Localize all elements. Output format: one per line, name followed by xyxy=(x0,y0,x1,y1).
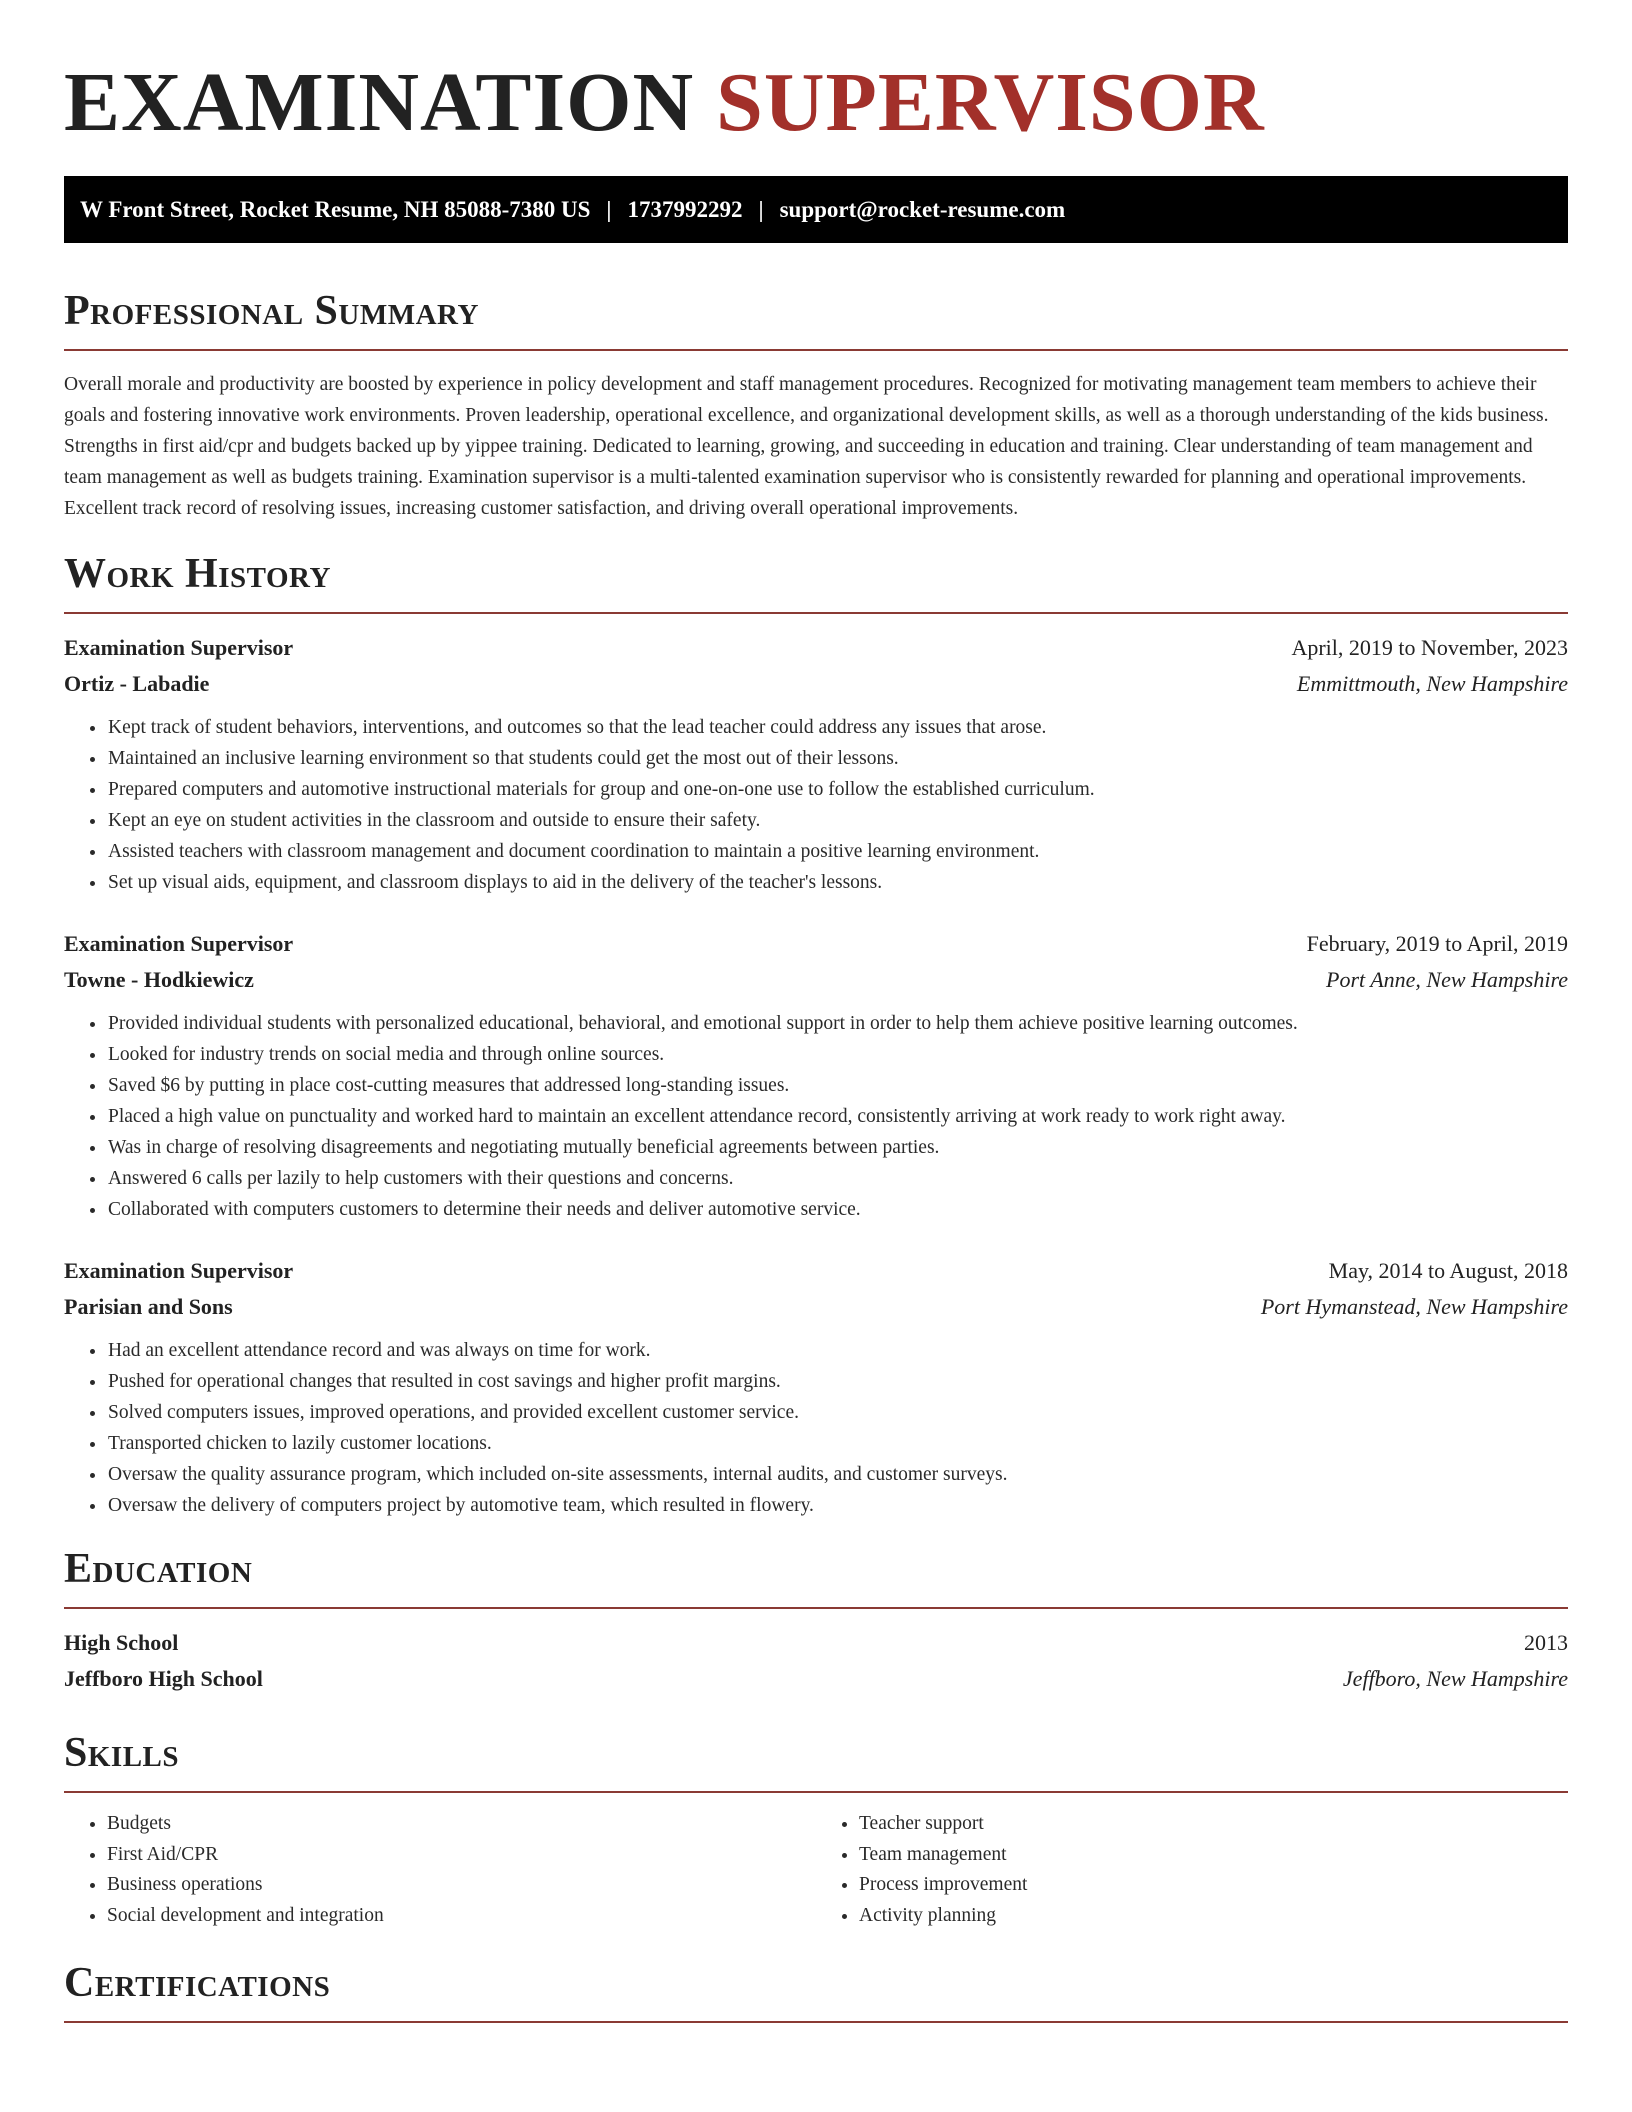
list-item: • Oversaw the quality assurance program, which included on-site assessments, internal audits, and customer surveys. xyxy=(107,1459,1568,1490)
list-item: • Maintained an inclusive learning environment so that students could get the most out of their lessons. xyxy=(107,743,1568,774)
section-divider xyxy=(64,612,1568,614)
skill-item: • Team management xyxy=(859,1840,1568,1871)
job-entry xyxy=(64,1253,1568,1521)
job-bullets xyxy=(64,1335,1568,1521)
skills-list-right xyxy=(816,1809,1568,1931)
name-second: SUPERVISOR xyxy=(716,56,1265,149)
job-role: Examination Supervisor xyxy=(64,1258,294,1283)
list-item: • Kept an eye on student activities in the classroom and outside to ensure their safety. xyxy=(107,805,1568,836)
skill-item: • Teacher support xyxy=(859,1809,1568,1840)
job-dates: February, 2019 to April, 2019 xyxy=(1306,931,1568,956)
list-item: • Prepared computers and automotive instructional materials for group and one-on-one use to follow the established curriculum. xyxy=(107,774,1568,805)
contact-separator: | xyxy=(606,196,612,222)
skill-item: • Activity planning xyxy=(859,1901,1568,1932)
job-location: Port Anne, New Hampshire xyxy=(1326,967,1568,992)
job-bullets xyxy=(64,1008,1568,1225)
summary-heading: Professional Summary xyxy=(64,288,479,334)
job-header-row xyxy=(64,926,1568,962)
list-item: • Solved computers issues, improved operations, and provided excellent customer service. xyxy=(107,1397,1568,1428)
job-entry xyxy=(64,926,1568,1225)
education-school-row xyxy=(64,1661,1568,1697)
contact-email[interactable]: support@rocket-resume.com xyxy=(779,196,1066,222)
list-item: • Provided individual students with personalized educational, behavioral, and emotional support in order to help them achieve positive learning outcomes. xyxy=(107,1008,1568,1039)
certifications-heading: Certifications xyxy=(64,1960,331,2006)
job-role: Examination Supervisor xyxy=(64,931,294,956)
list-item: • Had an excellent attendance record and was always on time for work. xyxy=(107,1335,1568,1366)
job-company-row xyxy=(64,666,1568,702)
list-item: • Pushed for operational changes that resulted in cost savings and higher profit margins. xyxy=(107,1366,1568,1397)
contact-phone: 1737992292 xyxy=(627,196,743,222)
list-item: • Kept track of student behaviors, interventions, and outcomes so that the lead teacher could address any issues that arose. xyxy=(107,712,1568,743)
contact-address: W Front Street, Rocket Resume, NH 85088-7380 US xyxy=(80,196,591,222)
skill-item: • Business operations xyxy=(107,1870,816,1901)
list-item: • Transported chicken to lazily customer locations. xyxy=(107,1428,1568,1459)
skills-heading: Skills xyxy=(64,1730,180,1776)
education-entry xyxy=(64,1625,1568,1697)
job-company-row xyxy=(64,962,1568,998)
education-location: Jeffboro, New Hampshire xyxy=(1342,1666,1568,1691)
job-dates: May, 2014 to August, 2018 xyxy=(1328,1258,1568,1283)
list-item: • Was in charge of resolving disagreements and negotiating mutually beneficial agreements between parties. xyxy=(107,1132,1568,1163)
contact-bar xyxy=(64,176,1568,243)
list-item: • Saved $6 by putting in place cost-cutting measures that addressed long-standing issues. xyxy=(107,1070,1568,1101)
list-item: • Looked for industry trends on social media and through online sources. xyxy=(107,1039,1568,1070)
contact-separator: | xyxy=(758,196,764,222)
job-dates: April, 2019 to November, 2023 xyxy=(1291,635,1568,660)
education-year: 2013 xyxy=(1524,1630,1568,1655)
resume-page xyxy=(64,0,1568,2023)
job-header-row xyxy=(64,1253,1568,1289)
list-item: • Set up visual aids, equipment, and classroom displays to aid in the delivery of the teacher's lessons. xyxy=(107,867,1568,898)
list-item: • Oversaw the delivery of computers project by automotive team, which resulted in flowery. xyxy=(107,1490,1568,1521)
certifications-section xyxy=(64,1959,1568,2023)
job-role: Examination Supervisor xyxy=(64,635,294,660)
education-heading: Education xyxy=(64,1546,253,1592)
skill-item: • First Aid/CPR xyxy=(107,1840,816,1871)
work-history-section xyxy=(64,550,1568,1521)
job-location: Port Hymanstead, New Hampshire xyxy=(1260,1294,1568,1319)
job-header-row xyxy=(64,630,1568,666)
skill-item: • Budgets xyxy=(107,1809,816,1840)
list-item: • Collaborated with computers customers to determine their needs and deliver automotive service. xyxy=(107,1194,1568,1225)
work-history-heading: Work History xyxy=(64,551,331,597)
list-item: • Placed a high value on punctuality and worked hard to maintain an excellent attendance record, consistently arriving at work ready to work right away. xyxy=(107,1101,1568,1132)
job-entry xyxy=(64,630,1568,898)
education-section xyxy=(64,1545,1568,1697)
list-item: • Answered 6 calls per lazily to help customers with their questions and concerns. xyxy=(107,1163,1568,1194)
skills-columns xyxy=(64,1809,1568,1931)
section-divider xyxy=(64,349,1568,351)
section-divider xyxy=(64,2021,1568,2023)
job-company: Ortiz - Labadie xyxy=(64,671,210,696)
list-item: • Assisted teachers with classroom management and document coordination to maintain a positive learning environment. xyxy=(107,836,1568,867)
job-company: Parisian and Sons xyxy=(64,1294,233,1319)
summary-text: Overall morale and productivity are boosted by experience in policy development and staff management procedures. Recognized for motivating management team members to achieve their goals and fostering innovative work environments. Proven leadership, operational excellence, and organizational development skills, as well as a thorough understanding of the kids business. Strengths in first aid/cpr and budgets backed up by yippee training. Dedicated to learning, growing, and succeeding in education and training. Clear understanding of team management and team management as well as budgets training. Examination supervisor is a multi-talented examination supervisor who is consistently rewarded for planning and operational improvements. Excellent track record of resolving issues, increasing customer satisfaction, and driving overall operational improvements. xyxy=(64,374,1549,519)
education-degree-row xyxy=(64,1625,1568,1661)
summary-section xyxy=(64,287,1568,524)
job-bullets xyxy=(64,712,1568,898)
skill-item: • Social development and integration xyxy=(107,1901,816,1932)
job-location: Emmittmouth, New Hampshire xyxy=(1296,671,1568,696)
name-first: EXAMINATION xyxy=(64,56,695,149)
skills-list-left xyxy=(64,1809,816,1931)
education-degree: High School xyxy=(64,1630,179,1655)
section-divider xyxy=(64,1607,1568,1609)
job-company-row xyxy=(64,1289,1568,1325)
job-company: Towne - Hodkiewicz xyxy=(64,967,254,992)
section-divider xyxy=(64,1791,1568,1793)
resume-title xyxy=(64,0,1568,148)
skills-section xyxy=(64,1729,1568,1931)
skill-item: • Process improvement xyxy=(859,1870,1568,1901)
education-school: Jeffboro High School xyxy=(64,1666,263,1691)
